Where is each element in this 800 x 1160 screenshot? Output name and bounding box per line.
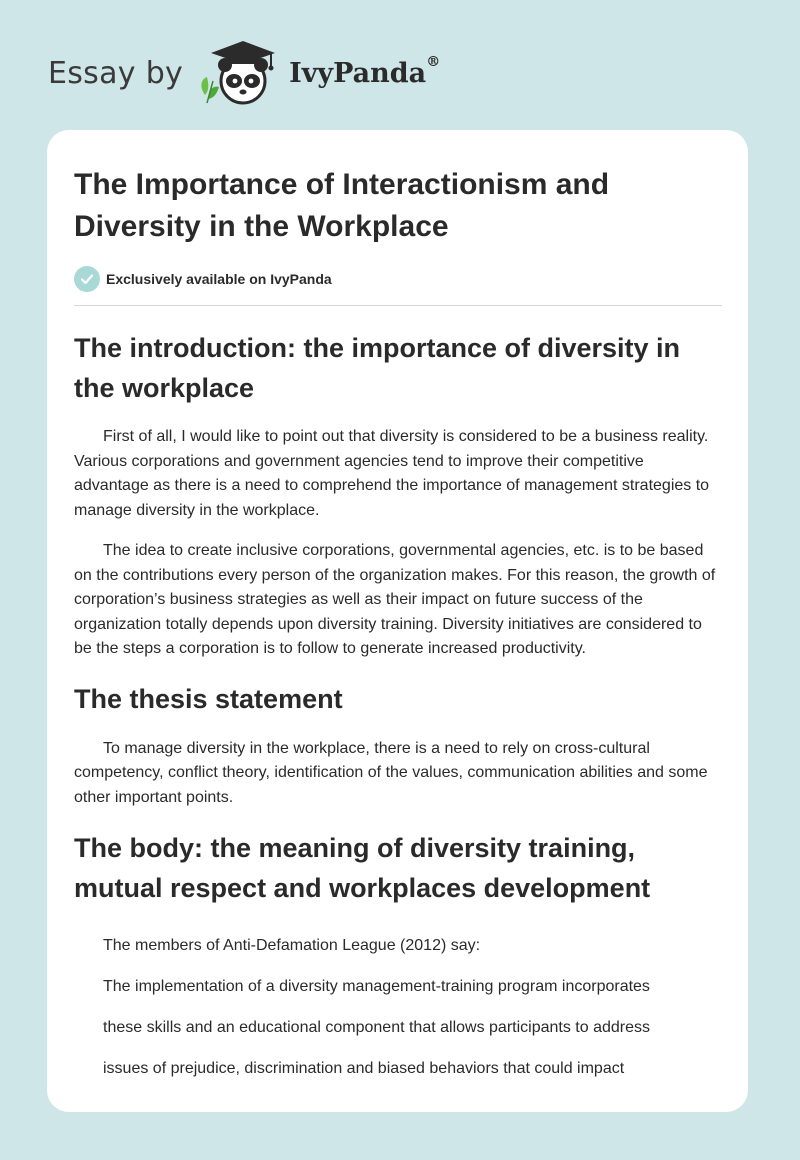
brand-header[interactable] [48, 38, 440, 108]
quote-line: The members of Anti-Defamation League (2012) say: [103, 937, 481, 954]
quote-line: issues of prejudice, discrimination and biased behaviors that could impact [103, 1060, 625, 1077]
section-heading: The thesis statement [74, 683, 343, 714]
brand-name: IvyPanda® [289, 53, 441, 89]
quote-line: The implementation of a diversity management-training program incorporates [103, 978, 650, 995]
panda-logo-icon [195, 37, 285, 109]
article-title: The Importance of Interactionism and Diversity in the Workplace [74, 168, 610, 243]
badge-label: Exclusively available on IvyPanda [106, 271, 332, 287]
article-card [47, 130, 748, 1112]
divider [74, 305, 722, 306]
exclusive-badge [74, 266, 722, 292]
quote-block [74, 925, 722, 1089]
paragraph: First of all, I would like to point out that diversity is considered to be a business reality. Various corporations and government agencies tend to improve their competitive advantage as there is a need to comprehend the importance of management strategies to manage diversity in the workplace. [74, 428, 710, 519]
brand-prefix: Essay by [48, 55, 184, 91]
quote-line: these skills and an educational component that allows participants to address [103, 1019, 650, 1036]
check-icon [74, 266, 100, 292]
paragraph: The idea to create inclusive corporations, governmental agencies, etc. is to be based on the contributions every person of the organization makes. For this reason, the growth of corporation’s business strategies as well as their impact on future success of the organization totally depends upon diversity training. Diversity initiatives are considered to be the steps a corporation is to follow to generate increased productivity. [74, 542, 716, 657]
section-heading: The introduction: the importance of diversity in the workplace [74, 333, 681, 403]
section-heading: The body: the meaning of diversity training, mutual respect and workplaces development [74, 833, 651, 903]
paragraph: To manage diversity in the workplace, there is a need to rely on cross-cultural competency, conflict theory, identification of the values, communication abilities and some other important points. [74, 739, 708, 806]
